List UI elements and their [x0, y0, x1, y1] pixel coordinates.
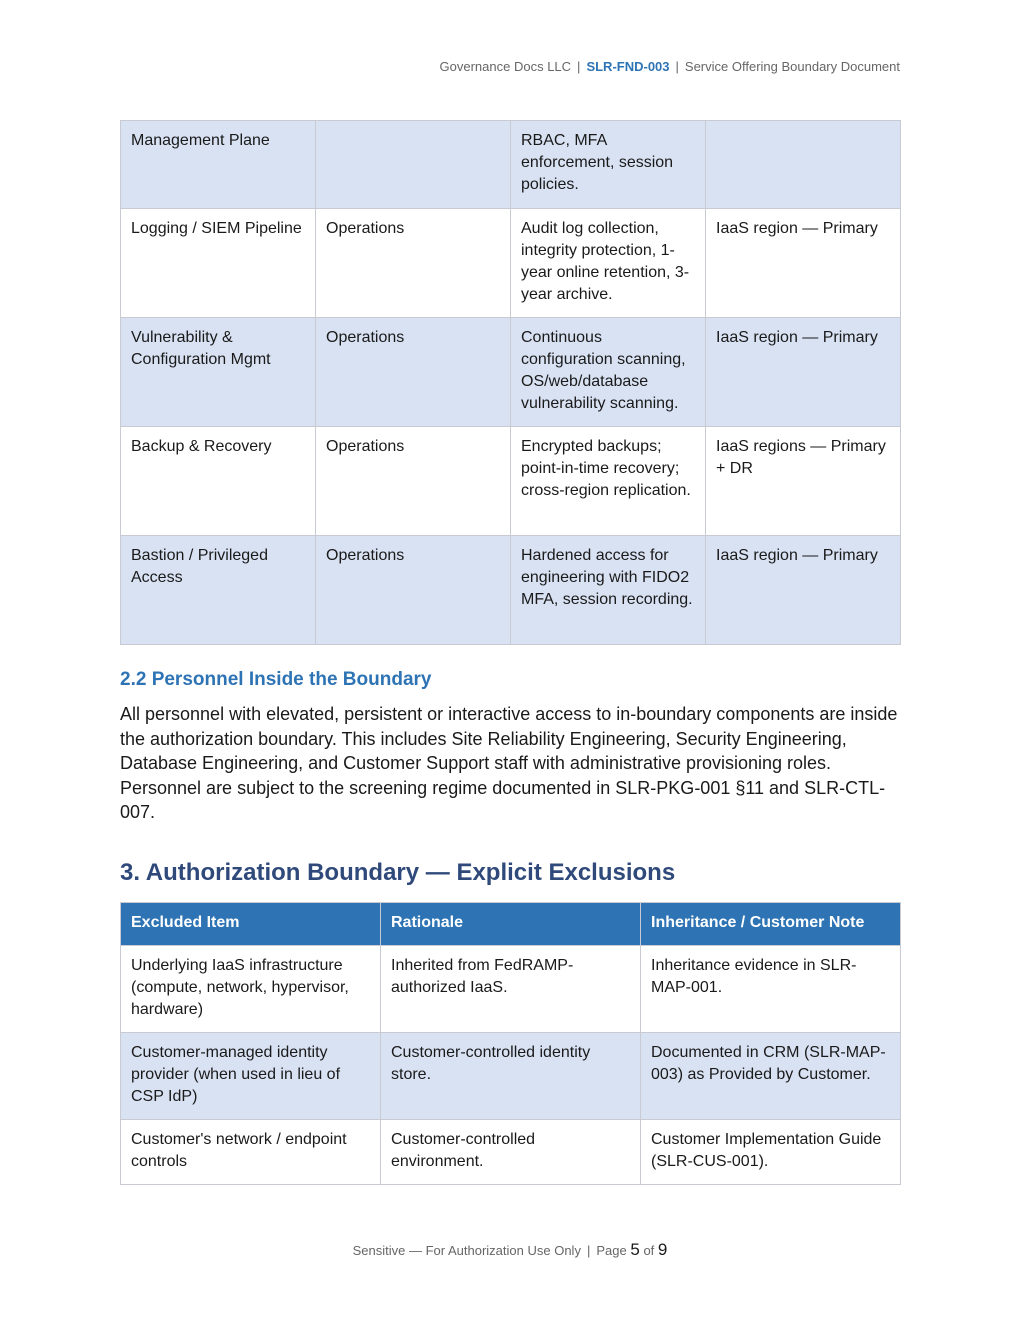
description-cell: Encrypted backups; point-in-time recovery; cross-region replication.	[511, 427, 706, 536]
location-cell: IaaS region — Primary	[706, 318, 901, 427]
section-body-personnel: All personnel with elevated, persistent or interactive access to in-boundary components are inside the authorization boundary. This includes Site Reliability Engineering, Security Engineering, Database Engineering, and Customer Support staff with administrative provisioning roles. Personnel are subject to the screening regime documented in SLR-PKG-001 §11 and SLR-CTL-007.	[120, 704, 898, 823]
table-row	[121, 121, 901, 209]
table-row	[121, 1119, 901, 1184]
excluded-item-cell: Customer's network / endpoint controls	[121, 1119, 381, 1184]
rationale-cell: Customer-controlled environment.	[381, 1119, 641, 1184]
column-header-excluded-item: Excluded Item	[121, 902, 381, 945]
header-company: Governance Docs LLC	[439, 59, 572, 74]
footer-page-current: 5	[630, 1240, 640, 1259]
location-cell	[706, 121, 901, 209]
owner-cell: Operations	[316, 427, 511, 536]
description-cell: Hardened access for engineering with FIDO2 MFA, session recording.	[511, 536, 706, 645]
component-cell: Logging / SIEM Pipeline	[121, 209, 316, 318]
description-cell: RBAC, MFA enforcement, session policies.	[511, 121, 706, 209]
description-cell: Continuous configuration scanning, OS/web/database vulnerability scanning.	[511, 318, 706, 427]
owner-cell: Operations	[316, 536, 511, 645]
location-cell: IaaS region — Primary	[706, 536, 901, 645]
column-header-rationale: Rationale	[381, 902, 641, 945]
footer-classification: Sensitive — For Authorization Use Only	[352, 1243, 581, 1258]
column-header-note: Inheritance / Customer Note	[641, 902, 901, 945]
section-heading-exclusions: 3. Authorization Boundary — Explicit Exclusions	[120, 858, 676, 886]
footer-separator: |	[586, 1243, 591, 1258]
table-row	[121, 209, 901, 318]
header-separator: |	[675, 59, 679, 74]
table-row	[121, 945, 901, 1032]
owner-cell: Operations	[316, 209, 511, 318]
component-cell: Bastion / Privileged Access	[121, 536, 316, 645]
section-heading-personnel: 2.2 Personnel Inside the Boundary	[120, 669, 432, 690]
rationale-cell: Inherited from FedRAMP-authorized IaaS.	[381, 945, 641, 1032]
table-row	[121, 318, 901, 427]
header-separator: |	[577, 59, 581, 74]
owner-cell	[316, 121, 511, 209]
footer-page-total: 9	[657, 1240, 668, 1259]
component-cell: Vulnerability & Configuration Mgmt	[121, 318, 316, 427]
excluded-item-cell: Customer-managed identity provider (when used in lieu of CSP IdP)	[121, 1032, 381, 1119]
page-footer	[0, 1240, 1020, 1260]
header-doc-title: Service Offering Boundary Document	[684, 59, 900, 74]
description-cell: Audit log collection, integrity protection, 1-year online retention, 3-year archive.	[511, 209, 706, 318]
boundary-components-table	[120, 120, 901, 645]
header-doc-id: SLR-FND-003	[586, 59, 670, 74]
table-header-row	[121, 902, 901, 945]
page-content	[120, 120, 900, 1185]
footer-page-label: Page	[596, 1243, 627, 1258]
location-cell: IaaS region — Primary	[706, 209, 901, 318]
footer-of-label: of	[643, 1243, 655, 1258]
note-cell: Inheritance evidence in SLR-MAP-001.	[641, 945, 901, 1032]
note-cell: Documented in CRM (SLR-MAP-003) as Provided by Customer.	[641, 1032, 901, 1119]
table-row	[121, 1032, 901, 1119]
page-header	[440, 59, 900, 74]
location-cell: IaaS regions — Primary + DR	[706, 427, 901, 536]
note-cell: Customer Implementation Guide (SLR-CUS-001).	[641, 1119, 901, 1184]
owner-cell: Operations	[316, 318, 511, 427]
table-row	[121, 427, 901, 536]
component-cell: Management Plane	[121, 121, 316, 209]
component-cell: Backup & Recovery	[121, 427, 316, 536]
table-row	[121, 536, 901, 645]
excluded-item-cell: Underlying IaaS infrastructure (compute, network, hypervisor, hardware)	[121, 945, 381, 1032]
exclusions-table	[120, 902, 901, 1185]
rationale-cell: Customer-controlled identity store.	[381, 1032, 641, 1119]
